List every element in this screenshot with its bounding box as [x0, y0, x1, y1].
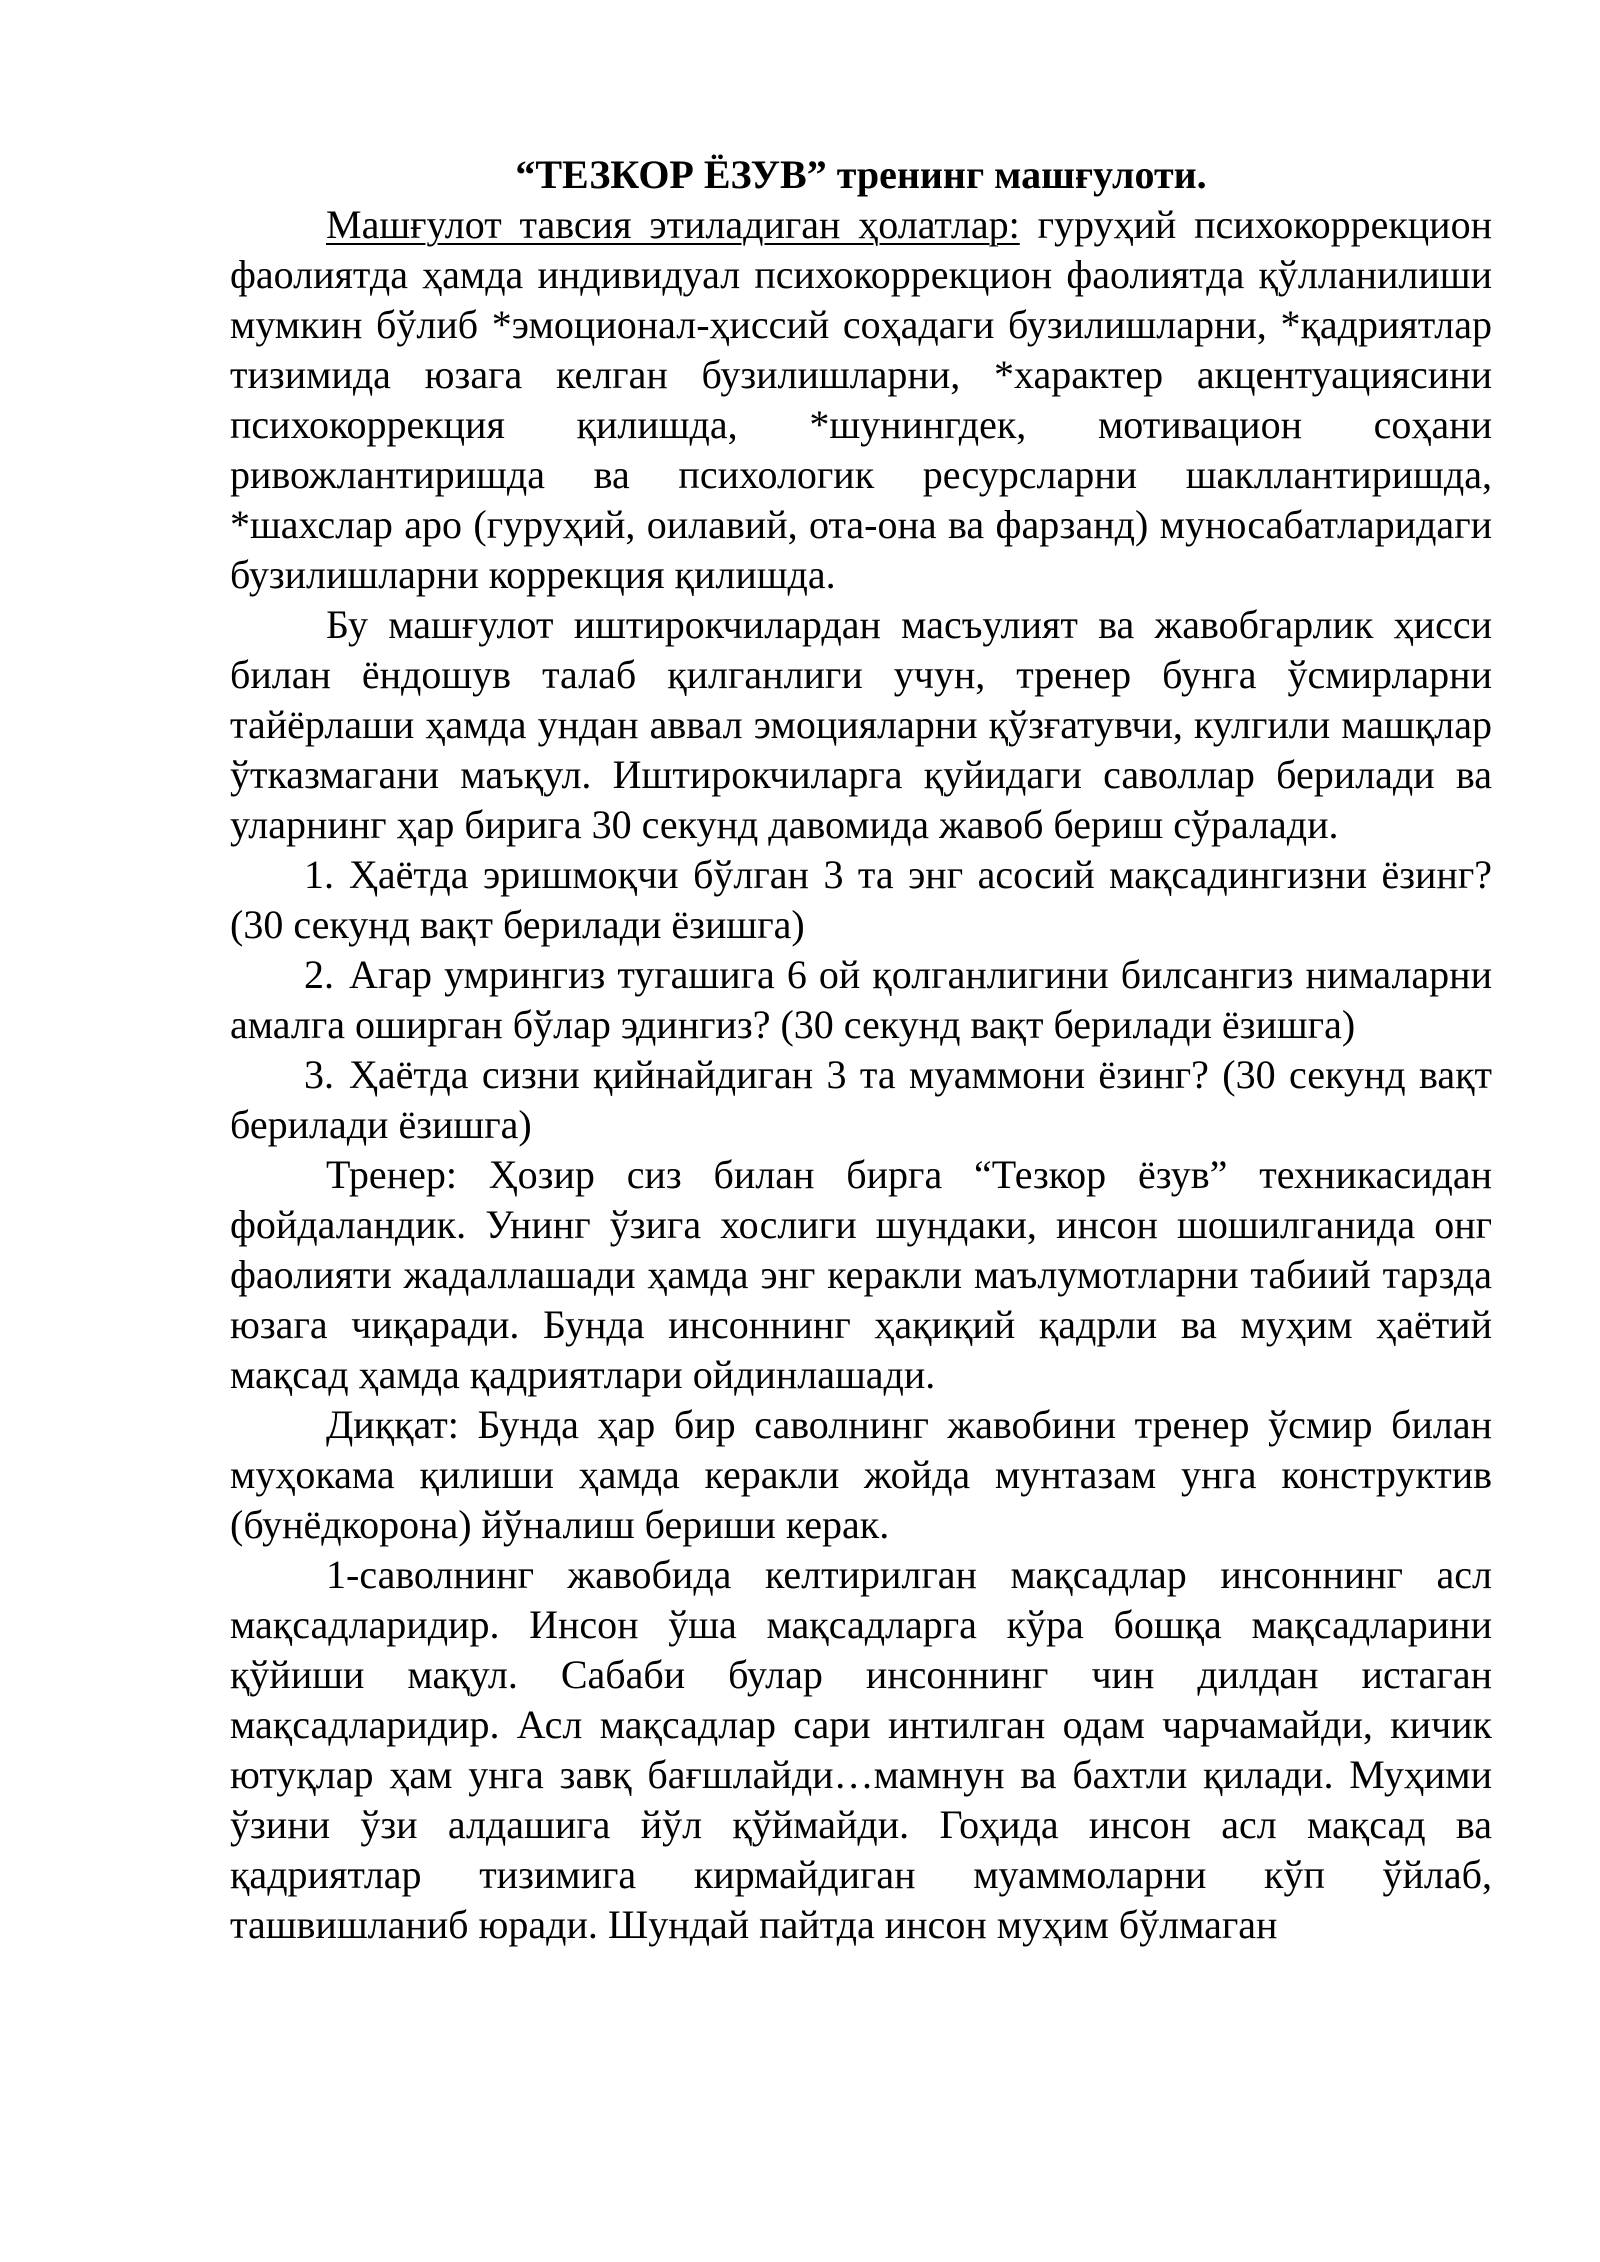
intro-text: гуруҳий психокоррекцион фаолиятда ҳамда индивидуал психокоррекцион фаолиятда қўлланилиши мумкин бўлиб *эмоционал-ҳиссий соҳадаги бузилишларни, *қадриятлар тизимида юзага келган бузилишларни, *характер акцентуациясини психокоррекция қилишда, *шунингдек, мотивацион соҳани ривожлантиришда ва психологик ресурсларни шакллантиришда, *шахслар аро (гуруҳий, оилавий, ота-она ва фарзанд) муносабатларидаги бузилишларни коррекция қилишда. [230, 202, 1492, 597]
intro-paragraph [230, 200, 1492, 600]
paragraph-requirements: Бу машғулот иштирокчилардан масъулият ва жавобгарлик ҳисси билан ёндошув талаб қилганлиги учун, тренер бунга ўсмирларни тайёрлаши ҳамда ундан аввал эмоцияларни қўзғатувчи, кулгили машқлар ўтказмагани маъқул. Иштирокчиларга қуйидаги саволлар берилади ва уларнинг ҳар бирига 30 секунд давомида жавоб бериш сўралади. [230, 602, 1492, 847]
document-page [230, 150, 1492, 1950]
list-item [230, 850, 1492, 950]
question-text: Ҳаётда сизни қийнайдиган 3 та муаммони ёзинг? (30 секунд вақт берилади ёзишга) [230, 1052, 1492, 1147]
question-text: Агар умрингиз тугашига 6 ой қолганлигини билсангиз нималарни амалга оширган бўлар эдингиз? (30 секунд вақт берилади ёзишга) [230, 952, 1492, 1047]
intro-heading: Машғулот тавсия этиладиган ҳолатлар: [326, 202, 1020, 247]
list-item [230, 1050, 1492, 1150]
list-item [230, 950, 1492, 1050]
question-text: Ҳаётда эришмоқчи бўлган 3 та энг асосий мақсадингизни ёзинг? (30 секунд вақт берилади ёзишга) [230, 852, 1492, 947]
questions-list [230, 850, 1492, 1150]
paragraph-question-one: 1-саволнинг жавобида келтирилган мақсадлар инсоннинг асл мақсадларидир. Инсон ўша мақсадларга кўра бошқа мақсадларини қўйиши мақул. Сабаби булар инсоннинг чин дилдан истаган мақсадларидир. Асл мақсадлар сари интилган одам чарчамайди, кичик ютуқлар ҳам унга завқ бағшлайди…мамнун ва бахтли қилади. Муҳими ўзини ўзи алдашига йўл қўймайди. Гоҳида инсон асл мақсад ва қадриятлар тизимига кирмайдиган муаммоларни кўп ўйлаб, ташвишланиб юради. Шундай пайтда инсон муҳим бўлмаган [230, 1552, 1492, 1947]
paragraph-trainer: Тренер: Ҳозир сиз билан бирга “Тезкор ёзув” техникасидан фойдаландик. Унинг ўзига хослиги шундаки, инсон шошилганида онг фаолияти жадаллашади ҳамда энг керакли маълумотларни табиий тарзда юзага чиқаради. Бунда инсоннинг ҳақиқий қадрли ва муҳим ҳаётий мақсад ҳамда қадриятлари ойдинлашади. [230, 1152, 1492, 1397]
paragraph-attention: Диққат: Бунда ҳар бир саволнинг жавобини тренер ўсмир билан муҳокама қилиши ҳамда керакли жойда мунтазам унга конструктив (бунёдкорона) йўналиш бериши керак. [230, 1402, 1492, 1547]
question-number: 1. [304, 852, 334, 897]
question-number: 3. [304, 1052, 334, 1097]
question-number: 2. [304, 952, 334, 997]
document-title: “ТЕЗКОР ЁЗУВ” тренинг машғулоти. [515, 152, 1207, 197]
